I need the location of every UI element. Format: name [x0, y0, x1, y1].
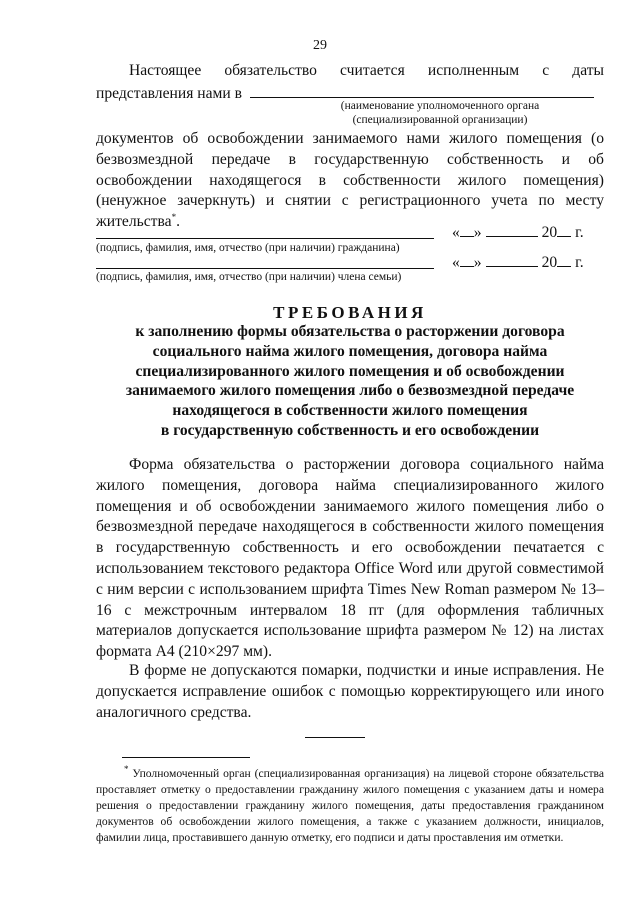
citizen-signature-date: [452, 222, 584, 242]
format-requirements-paragraph: Форма обязательства о расторжении договора социального найма жилого помещения, договора найма специализированного жилого помещения и об освобождении занимаемого жилого помещения либо о безвозмездной передаче находящегося в собственности жилого помещения в государственную собственность и его освобождении печатается с использованием текстового редактора Office Word или другой совместимой с ним версии с использованием шрифта Times New Roman размером № 13–16 с межстрочным интервалом 18 пт (для оформления табличных материалов допускается использование шрифта размером № 12) на листах формата А4 (210×297 мм).: [96, 456, 604, 661]
day-blank: [460, 222, 474, 237]
subtitle-line: в государственную собственность и его освобождении: [160, 421, 540, 439]
subtitle-line: находящегося в собственности жилого помещения: [172, 402, 528, 420]
subtitle-line: социального найма жилого помещения, договора найма: [152, 342, 548, 360]
year-prefix: 20: [541, 224, 558, 241]
date-close-quote: »: [473, 254, 482, 271]
citizen-signature-line: [96, 238, 434, 239]
year-blank: [557, 252, 571, 267]
footnote-text: Уполномоченный орган (специализированная организация) на лицевой стороне обязательства проставляет отметку о предоставлении гражданину жилого помещения с указанием даты и номера решения о предоставлении гражданину жилого помещения, даты предоставления гражданином документов об освобождении жилого помещения, а также с указанием должности, инициалов, фамилии лица, проставившего данную отметку, его подписи и даты проставления им отметки.: [96, 767, 604, 844]
year-prefix: 20: [541, 254, 558, 271]
day-blank: [460, 252, 474, 267]
date-open-quote: «: [452, 224, 460, 241]
citizen-signature-caption: (подпись, фамилия, имя, отчество (при наличии) гражданина): [96, 242, 400, 254]
year-suffix: г.: [575, 254, 584, 271]
footnote-mark: *: [124, 764, 129, 775]
subtitle-line: к заполнению формы обязательства о расторжении договора: [135, 323, 565, 340]
family-member-signature-date: [452, 252, 584, 272]
requirements-subtitle: [96, 322, 604, 441]
family-member-signature-line: [96, 268, 434, 269]
obligation-body-text: документов об освобождении занимаемого нами жилого помещения (о безвозмездной передаче в государственную собственность и об освобождении находящегося в собственности жилого помещения) (ненужное зачеркнуть) и снятии с регистрационного учета по месту жительства: [96, 130, 604, 231]
footnote-divider: [122, 757, 250, 758]
family-member-signature-caption: (подпись, фамилия, имя, отчество (при наличии) члена семьи): [96, 271, 402, 283]
footnote: [96, 766, 604, 846]
obligation-body: [96, 129, 604, 233]
obligation-line-1: Настоящее обязательство считается исполненным с даты: [129, 62, 604, 79]
authority-caption-2: (специализированной организации): [352, 114, 528, 126]
month-blank: [486, 252, 538, 267]
subtitle-line: специализированного жилого помещения и об освобождении: [135, 362, 565, 380]
authority-caption-1: (наименование уполномоченного органа: [340, 100, 540, 112]
page-number: 29: [313, 38, 327, 53]
subtitle-line: занимаемого жилого помещения либо о безвозмездной передаче: [125, 382, 575, 400]
footnote-reference: *: [171, 212, 177, 222]
requirements-title: ТРЕБОВАНИЯ: [273, 303, 427, 322]
obligation-body-end: .: [176, 213, 180, 231]
year-blank: [557, 222, 571, 237]
authority-name-blank: [250, 82, 594, 98]
obligation-line-2-text: представления нами в: [96, 85, 243, 102]
date-close-quote: »: [473, 224, 482, 241]
date-open-quote: «: [452, 254, 460, 271]
month-blank: [486, 222, 538, 237]
year-suffix: г.: [575, 224, 584, 241]
text-end-divider: [305, 737, 365, 738]
corrections-paragraph: В форме не допускаются помарки, подчистки и иные исправления. Не допускается исправление ошибок с помощью корректирующего или иного аналогичного средства.: [96, 662, 604, 721]
